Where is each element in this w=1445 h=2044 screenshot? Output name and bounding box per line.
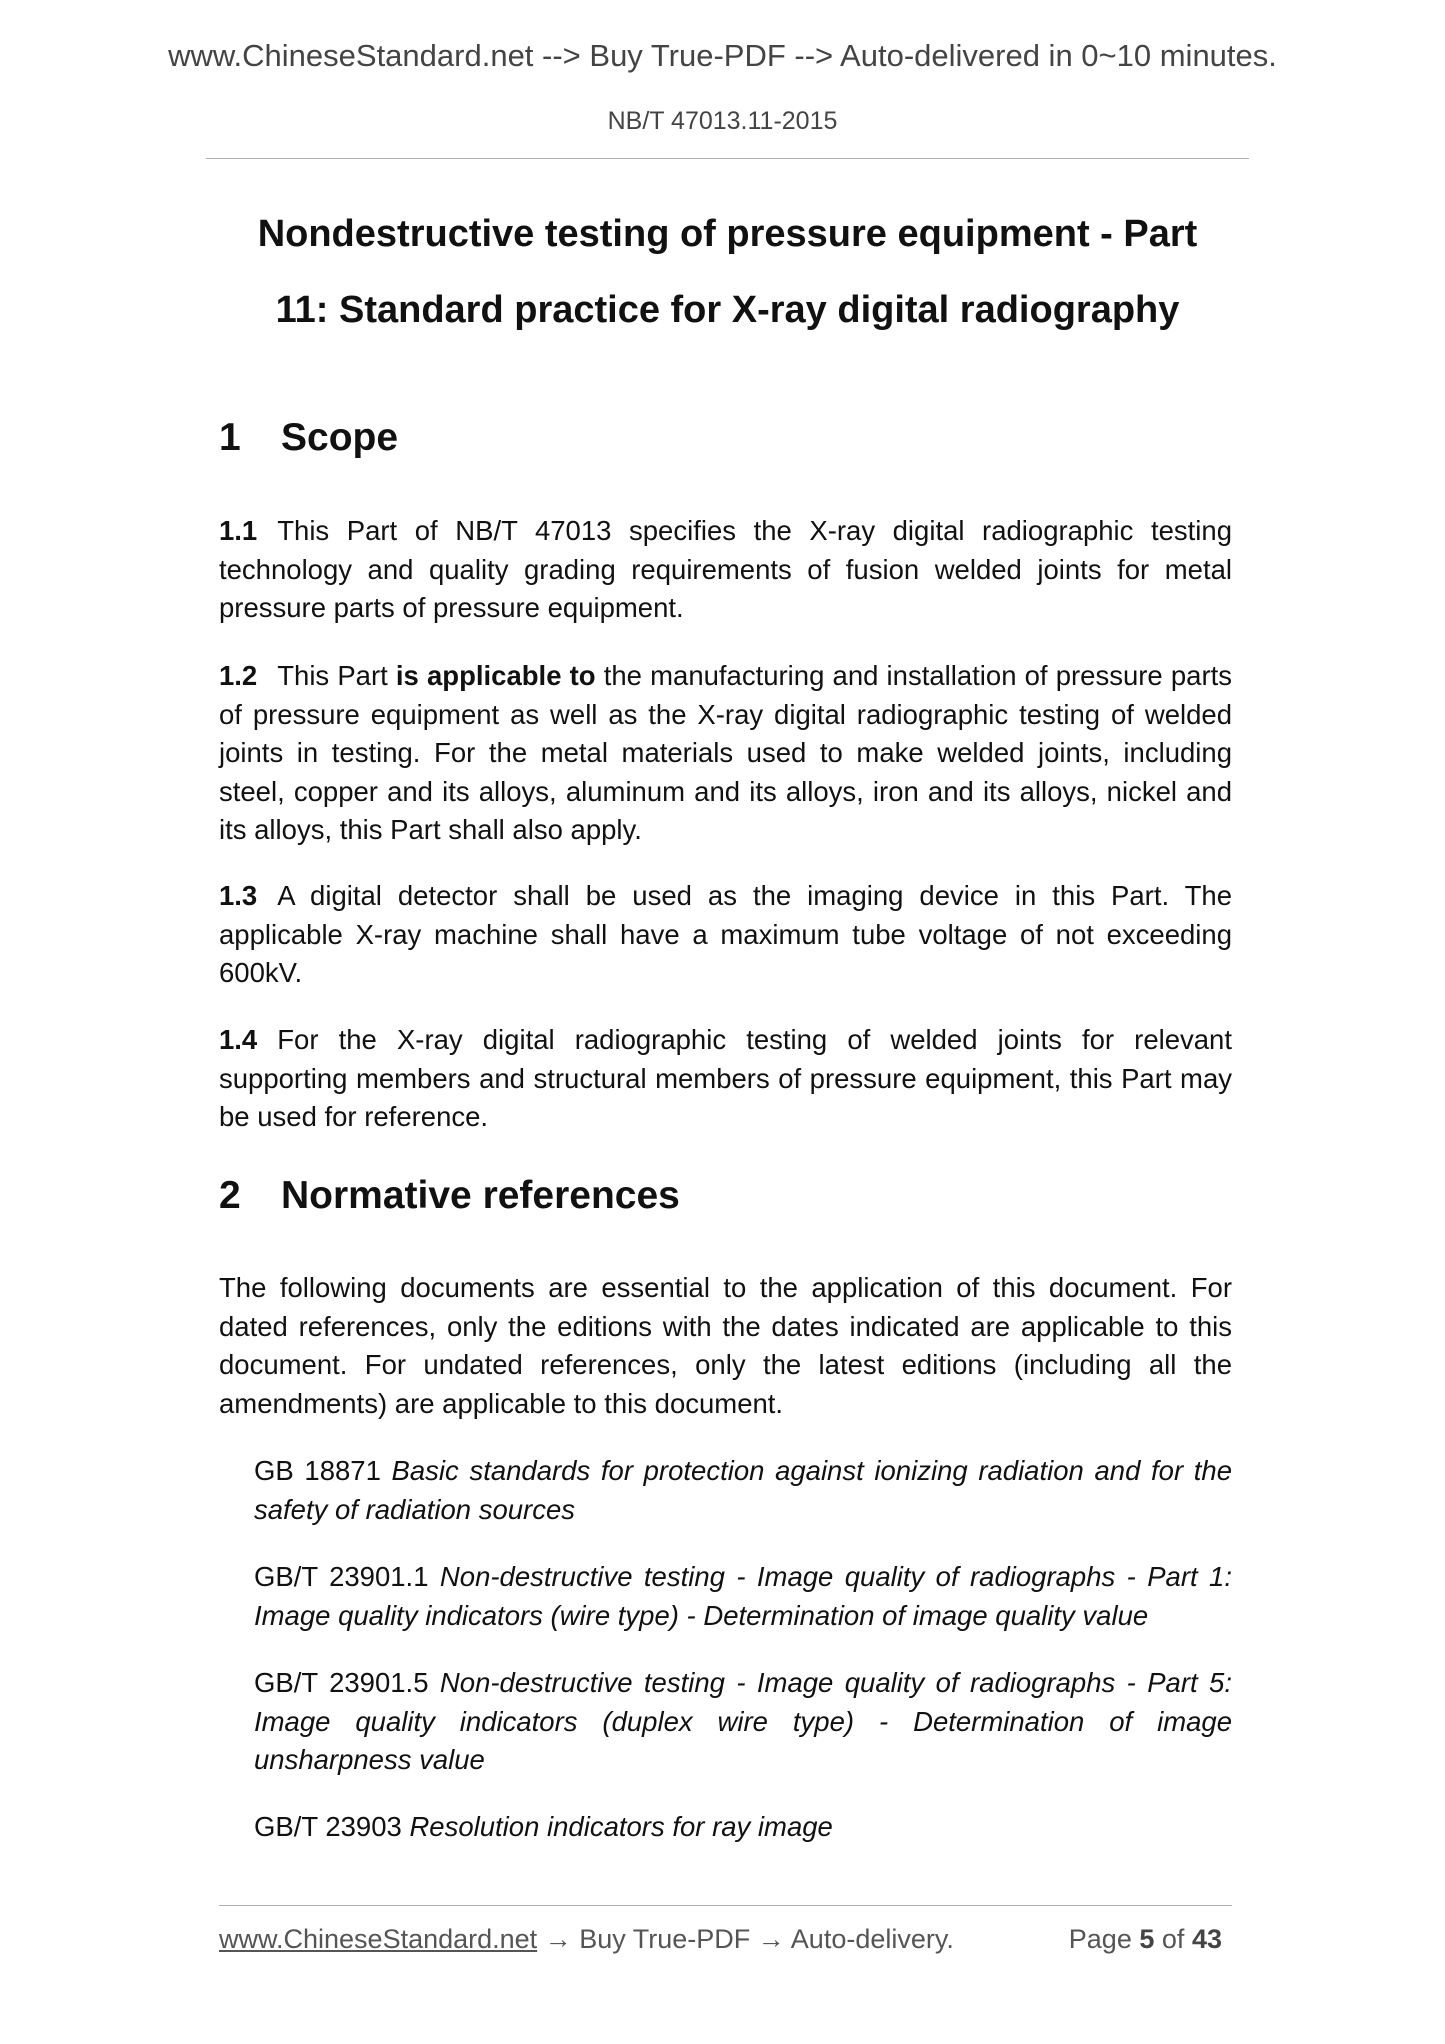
clause-emphasis: is applicable to [395, 660, 596, 691]
title-line-1: Nondestructive testing of pressure equipment - Part [257, 213, 1198, 255]
reference-title: Resolution indicators for ray image [409, 1811, 833, 1842]
title-line-2: 11: Standard practice for X-ray digital radiography [275, 289, 1180, 331]
section-heading-normative-references [219, 1174, 680, 1218]
reference-code: GB/T 23903 [254, 1811, 402, 1842]
clause-number: 1.2 [219, 660, 258, 691]
clause-1-3 [219, 877, 1232, 993]
reference-item [254, 1808, 1232, 1847]
reference-title: Non-destructive testing - Image quality of radiographs - Part 5: Image quality indicators (duplex wire type) - Determination of image unsharpness value [254, 1667, 1232, 1775]
references-intro: The following documents are essential to the application of this document. For dated references, only the editions with the dates indicated are applicable to this document. For undated references, only the latest editions (including all the amendments) are applicable to this document. [219, 1272, 1232, 1419]
clause-1-2 [219, 657, 1232, 850]
section-number: 1 [219, 416, 241, 459]
reference-item [254, 1558, 1232, 1635]
clause-number: 1.3 [219, 880, 258, 911]
clause-text: This Part of NB/T 47013 specifies the X-ray digital radiographic testing technology and quality grading requirements of fusion welded joints for metal pressure parts of pressure equipment. [219, 515, 1232, 623]
clause-text: For the X-ray digital radiographic testing of welded joints for relevant supporting members and structural members of pressure equipment, this Part may be used for reference. [219, 1024, 1232, 1132]
arrow-right-icon: → [544, 1924, 572, 1954]
reference-code: GB/T 23901.5 [254, 1667, 429, 1698]
page-total: 43 [1191, 1924, 1222, 1954]
section-number: 2 [219, 1174, 241, 1217]
footer-divider [219, 1905, 1232, 1906]
clause-text-continued: the manufacturing and installation of pressure parts of pressure equipment as well as the X-ray digital radiographic testing of welded joints in testing. For the metal materials used to make welded joints, including steel, copper and its alloys, aluminum and its alloys, iron and its alloys, nickel and its alloys, this Part shall also apply. [219, 660, 1232, 845]
page-of: of [1161, 1924, 1185, 1954]
reference-item [254, 1452, 1232, 1529]
site-link[interactable]: www.ChineseStandard.net [219, 1924, 538, 1954]
arrow-right-icon: → [757, 1924, 785, 1954]
reference-code: GB/T 23901.1 [254, 1561, 429, 1592]
site-banner: www.ChineseStandard.net --> Buy True-PDF --> Auto-delivered in 0~10 minutes. [168, 38, 1277, 73]
reference-title: Non-destructive testing - Image quality of radiographs - Part 1: Image quality indicators (wire type) - Determination of image quality value [254, 1561, 1232, 1631]
section-title: Normative references [281, 1174, 680, 1217]
clause-1-4 [219, 1021, 1232, 1137]
page-current: 5 [1139, 1924, 1155, 1954]
footer-links [219, 1924, 954, 1955]
reference-item [254, 1664, 1232, 1780]
clause-1-1 [219, 512, 1232, 628]
clause-number: 1.1 [219, 515, 258, 546]
delivery-text: Auto-delivery. [790, 1924, 954, 1954]
section-title: Scope [281, 416, 399, 459]
page-label: Page [1068, 1924, 1132, 1954]
document-title [206, 196, 1249, 348]
page-indicator [1069, 1924, 1222, 1955]
buy-text: Buy True-PDF [579, 1924, 751, 1954]
reference-title: Basic standards for protection against ionizing radiation and for the safety of radiation sources [254, 1455, 1233, 1525]
clause-text: This Part [277, 660, 396, 691]
reference-code: GB 18871 [254, 1455, 381, 1486]
section-heading-scope [219, 416, 398, 460]
standard-number: NB/T 47013.11-2015 [607, 107, 838, 135]
header-divider [206, 158, 1249, 159]
clause-text: A digital detector shall be used as the imaging device in this Part. The applicable X-ray machine shall have a maximum tube voltage of not exceeding 600kV. [219, 880, 1232, 988]
clause-number: 1.4 [219, 1024, 258, 1055]
